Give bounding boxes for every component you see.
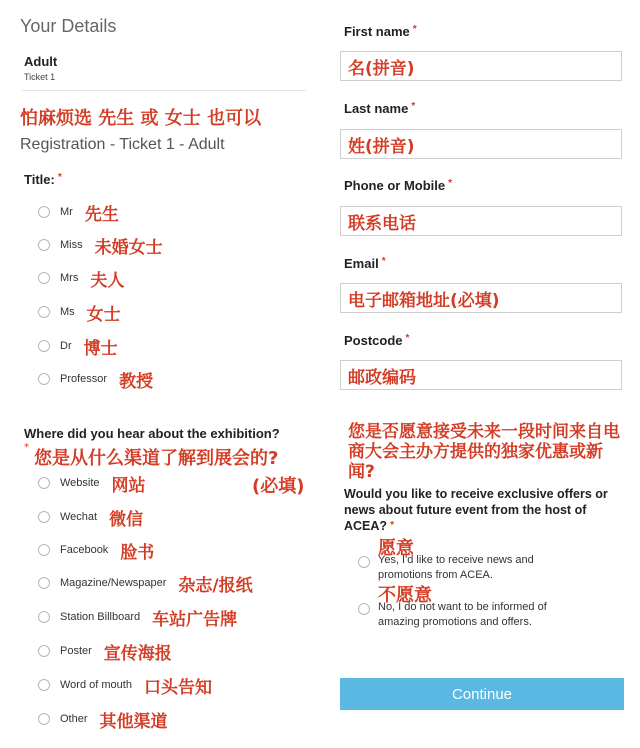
option-label: Mrs <box>60 272 79 284</box>
section-title: Your Details <box>20 16 117 36</box>
last-name-label <box>344 101 415 116</box>
hear-option-magazine[interactable] <box>38 573 253 596</box>
radio-button[interactable] <box>38 611 50 623</box>
radio-button[interactable] <box>38 477 50 489</box>
option-label: Station Billboard <box>60 611 141 623</box>
field-label-text: Email <box>344 256 379 271</box>
last-name-input[interactable]: 姓(拼音) <box>340 129 622 159</box>
hear-option-website[interactable] <box>38 473 146 496</box>
consent-question <box>344 486 630 534</box>
option-label: Ms <box>60 306 75 318</box>
option-note: 夫人 <box>90 270 125 291</box>
option-note: 先生 <box>84 204 119 225</box>
radio-button[interactable] <box>358 556 370 568</box>
option-note: 微信 <box>109 509 144 530</box>
phone-input[interactable]: 联系电话 <box>340 206 622 236</box>
hear-option-poster[interactable] <box>38 641 172 664</box>
hear-option-word-of-mouth[interactable] <box>38 675 212 698</box>
required-mark: * <box>411 101 416 112</box>
option-label: Magazine/Newspaper <box>60 577 167 589</box>
radio-button[interactable] <box>38 340 50 352</box>
required-mark: * <box>390 520 394 531</box>
title-label <box>24 172 62 187</box>
hear-option-other[interactable] <box>38 709 168 732</box>
field-label-text: Last name <box>344 101 409 116</box>
option-label: Wechat <box>60 511 98 523</box>
option-label: Website <box>60 477 100 489</box>
radio-button[interactable] <box>38 373 50 385</box>
divider <box>22 90 306 91</box>
title-option-dr[interactable] <box>38 336 118 359</box>
right-column <box>336 0 636 748</box>
continue-button[interactable]: Continue <box>340 678 624 710</box>
radio-button[interactable] <box>38 239 50 251</box>
email-label <box>344 256 386 271</box>
ticket-title: Adult <box>24 54 58 69</box>
option-label: Other <box>60 713 88 725</box>
option-label: Dr <box>60 340 72 352</box>
consent-yes-note: 愿意 <box>378 538 414 559</box>
required-mark: * <box>381 256 386 267</box>
first-name-input[interactable]: 名(拼音) <box>340 51 622 81</box>
consent-no-label: No, I do not want to be informed of amazing promotions and offers. <box>378 601 547 628</box>
required-mark: * <box>57 172 62 183</box>
radio-button[interactable] <box>38 544 50 556</box>
title-label-text: Title: <box>24 172 55 187</box>
option-note: 博士 <box>83 338 118 359</box>
radio-button[interactable] <box>38 679 50 691</box>
title-option-mrs[interactable] <box>38 268 125 291</box>
hear-option-billboard[interactable] <box>38 607 238 630</box>
option-note: 教授 <box>119 371 154 392</box>
option-note: 车站广告牌 <box>152 609 238 630</box>
radio-button[interactable] <box>38 645 50 657</box>
field-label-text: First name <box>344 24 410 39</box>
radio-button[interactable] <box>38 206 50 218</box>
consent-no-option[interactable] <box>358 600 568 630</box>
radio-button[interactable] <box>38 577 50 589</box>
option-note: 脸书 <box>120 542 155 563</box>
option-note: 女士 <box>86 304 121 325</box>
hear-about-label: Where did you hear about the exhibition? <box>24 426 280 441</box>
title-hint-note: 怕麻烦选 先生 或 女士 也可以 <box>20 108 262 129</box>
option-label: Facebook <box>60 544 109 556</box>
hear-option-facebook[interactable] <box>38 540 155 563</box>
hear-about-note: 您是从什么渠道了解到展会的? <box>34 448 279 469</box>
title-option-ms[interactable] <box>38 302 121 325</box>
postcode-input[interactable]: 邮政编码 <box>340 360 622 390</box>
option-note: 口头告知 <box>143 677 212 698</box>
option-label: Professor <box>60 373 108 385</box>
left-column <box>14 0 314 748</box>
option-label: Poster <box>60 645 92 657</box>
title-option-mr[interactable] <box>38 202 119 225</box>
title-option-miss[interactable] <box>38 235 163 258</box>
option-label: Word of mouth <box>60 679 132 691</box>
radio-button[interactable] <box>38 713 50 725</box>
ticket-subtitle: Ticket 1 <box>24 72 56 82</box>
radio-button[interactable] <box>38 511 50 523</box>
option-note: 网站 <box>111 475 146 496</box>
option-label: Mr <box>60 206 73 218</box>
field-label-text: Postcode <box>344 333 403 348</box>
required-mark: * <box>405 333 410 344</box>
option-note: 其他渠道 <box>99 711 168 732</box>
field-label-text: Phone or Mobile <box>344 178 446 193</box>
consent-yes-label: Yes, I'd like to receive news and promotions from ACEA. <box>378 554 534 581</box>
first-name-label <box>344 24 417 39</box>
radio-button[interactable] <box>358 603 370 615</box>
required-mark: * <box>448 178 453 189</box>
registration-heading: Registration - Ticket 1 - Adult <box>20 136 225 153</box>
required-mark: * <box>24 442 29 453</box>
radio-button[interactable] <box>38 306 50 318</box>
consent-note: 您是否愿意接受未来一段时间来自电商大会主办方提供的独家优惠或新闻? <box>348 422 620 482</box>
required-note: (必填) <box>252 476 305 497</box>
postcode-label <box>344 333 409 348</box>
option-note: 宣传海报 <box>103 643 172 664</box>
consent-no-note: 不愿意 <box>378 585 432 606</box>
consent-yes-option[interactable] <box>358 553 568 583</box>
required-mark: * <box>412 24 417 35</box>
title-option-professor[interactable] <box>38 369 154 392</box>
option-note: 未婚女士 <box>94 237 163 258</box>
phone-label <box>344 178 452 193</box>
hear-option-wechat[interactable] <box>38 507 144 530</box>
consent-question-text: Would you like to receive exclusive offers or news about future event from the host of ACEA? <box>344 487 608 533</box>
option-note: 杂志/报纸 <box>178 575 253 596</box>
radio-button[interactable] <box>38 272 50 284</box>
option-label: Miss <box>60 239 83 251</box>
email-input[interactable]: 电子邮箱地址(必填) <box>340 283 622 313</box>
